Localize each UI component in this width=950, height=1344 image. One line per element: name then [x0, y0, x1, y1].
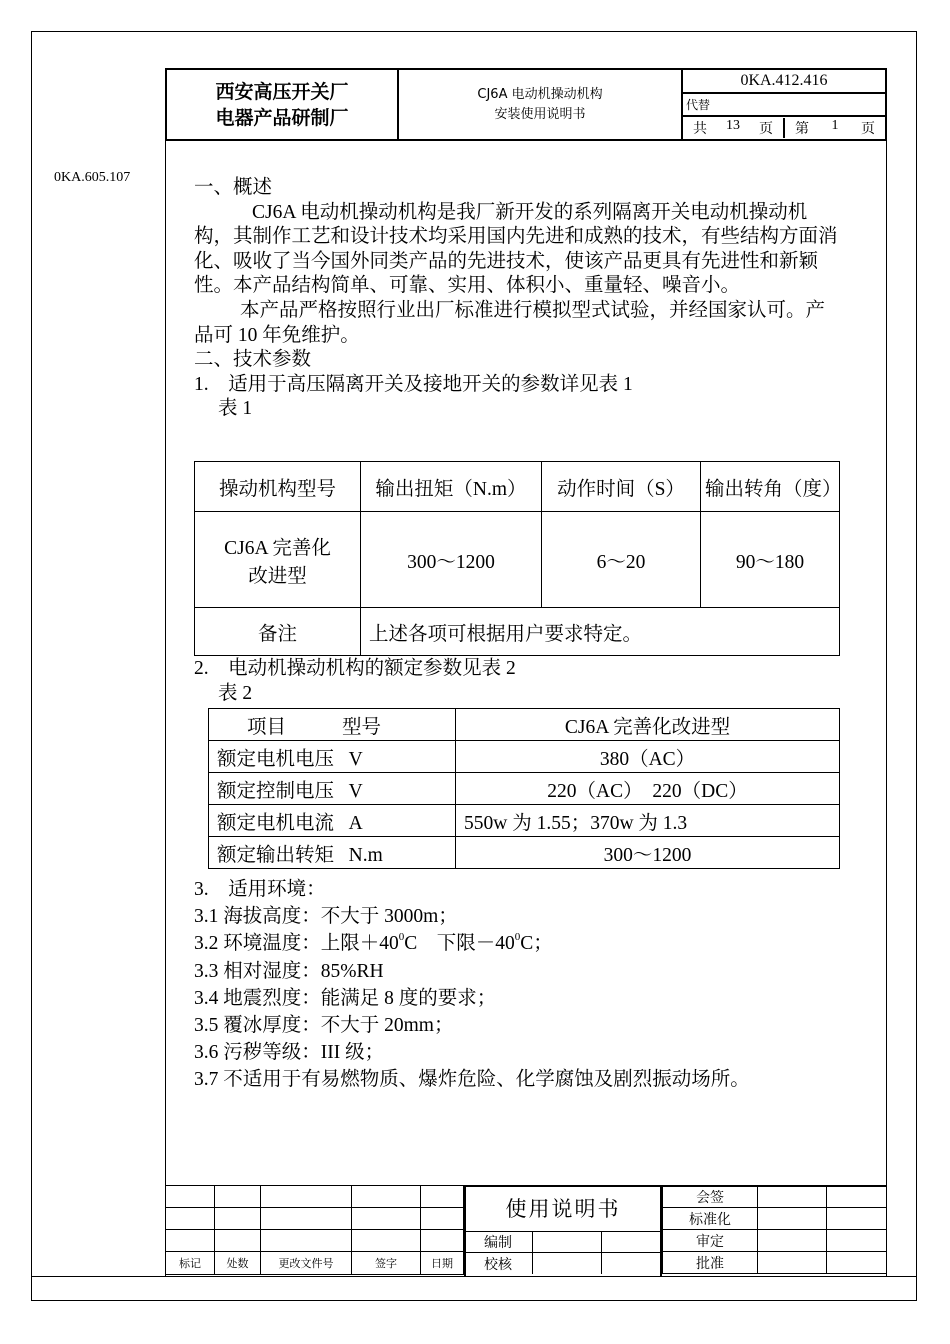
t1-header: 动作时间（S）	[542, 462, 701, 512]
t1-angle: 90～180	[701, 512, 840, 608]
t1-header: 操动机构型号	[195, 462, 361, 512]
title-line-2: 安装使用说明书	[494, 106, 586, 122]
approval-block	[662, 1185, 887, 1274]
t1-header: 输出转角（度）	[701, 462, 840, 512]
section1-heading: 一、概述	[194, 177, 273, 198]
table2-caption: 表 2	[218, 682, 253, 704]
side-document-code: 0KA.605.107	[54, 170, 131, 185]
t1-note-label: 备注	[195, 608, 361, 656]
env-exclusion: 3.7 不适用于有易燃物质、爆炸危险、化学腐蚀及剧烈振动场所。	[194, 1069, 750, 1091]
t1-header: 输出扭矩（N.m）	[361, 462, 542, 512]
environment-section	[194, 876, 854, 1094]
company-name	[166, 69, 398, 140]
t2-row-label: 额定控制电压 V	[209, 773, 456, 805]
company-line-1: 西安高压开关厂	[215, 80, 349, 103]
section3-heading: 3. 适用环境：	[194, 879, 326, 900]
t2-row-value: 380（AC）	[456, 741, 840, 773]
t1-torque: 300～1200	[361, 512, 542, 608]
compiled-label: 编制	[466, 1231, 533, 1253]
env-altitude: 3.1 海拔高度：不大于 3000m；	[194, 906, 458, 928]
company-line-2: 电器产品研制厂	[215, 106, 349, 129]
rev-count: 处数	[215, 1252, 261, 1275]
standardized-label: 标准化	[663, 1208, 758, 1230]
t2-row-value: 300～1200	[456, 837, 840, 869]
rev-mark: 标记	[166, 1252, 215, 1275]
revision-block	[165, 1185, 464, 1275]
current-page: 第 1 页	[783, 118, 885, 138]
title-line-1: CJ6A 电动机操动机构	[477, 86, 603, 102]
env-humidity: 3.3 相对湿度：85%RH	[194, 960, 384, 982]
rev-date: 日期	[421, 1252, 464, 1275]
test-paragraph: 本产品严格按照行业出厂标准进行模拟型式试验，并经国家认可。产品可 10 年免维护。	[194, 299, 826, 346]
replace-field: 代替	[682, 93, 886, 116]
table2	[208, 708, 840, 869]
reviewed-label: 审定	[663, 1230, 758, 1252]
body-text	[194, 176, 840, 422]
bottom-rule	[31, 1276, 917, 1277]
rev-change-doc: 更改文件号	[261, 1252, 352, 1275]
overview-paragraph: CJ6A 电动机操动机构是我厂新开发的系列隔离开关电动机操动机构，其制作工艺和设计技术均采用国内先进和成熟的技术，有些结构方面消化、吸收了当今国外同类产品的先进技术，使该产品更具有先进性和新颖性。本产品结构简单、可靠、实用、体积小、重量轻、噪音小。	[194, 201, 838, 297]
item1-text: 1. 适用于高压隔离开关及接地开关的参数详见表 1	[194, 373, 633, 395]
t1-model: CJ6A 完善化 改进型	[195, 512, 361, 608]
header-block	[165, 68, 887, 141]
total-pages: 共 13 页	[693, 118, 773, 137]
document-number: 0KA.412.416	[682, 69, 886, 93]
t2-row-value: 550w 为 1.55；370w 为 1.3	[456, 805, 840, 837]
env-pollution: 3.6 污秽等级：III 级；	[194, 1042, 385, 1064]
table1	[194, 461, 840, 656]
body-text-2	[194, 657, 840, 706]
doc-type-block	[464, 1185, 662, 1276]
rev-sign: 签字	[352, 1252, 421, 1275]
document-title	[398, 69, 682, 140]
t1-time: 6～20	[542, 512, 701, 608]
table1-caption: 表 1	[218, 398, 253, 420]
page-counter	[682, 116, 886, 140]
t2-head-value: CJ6A 完善化改进型	[456, 709, 840, 741]
t2-row-value: 220（AC） 220（DC）	[456, 773, 840, 805]
item2-text: 2. 电动机操动机构的额定参数见表 2	[194, 658, 516, 679]
approved-label: 批准	[663, 1252, 758, 1274]
env-temperature: 3.2 环境温度：上限$+40^0C$ 下限$-40^0C$；	[194, 931, 553, 955]
t2-head-item: 项目 型号	[209, 709, 456, 741]
env-seismic: 3.4 地震烈度：能满足 8 度的要求；	[194, 987, 497, 1009]
t1-note-text: 上述各项可根据用户要求特定。	[361, 608, 840, 656]
checked-label: 校核	[466, 1253, 533, 1275]
doc-type: 使用说明书	[466, 1185, 660, 1232]
section2-heading: 二、技术参数	[194, 349, 312, 371]
countersign-label: 会签	[663, 1186, 758, 1208]
t2-row-label: 额定输出转矩 N.m	[209, 837, 456, 869]
env-ice: 3.5 覆冰厚度：不大于 20mm；	[194, 1015, 454, 1037]
t2-row-label: 额定电机电压 V	[209, 741, 456, 773]
t2-row-label: 额定电机电流 A	[209, 805, 456, 837]
